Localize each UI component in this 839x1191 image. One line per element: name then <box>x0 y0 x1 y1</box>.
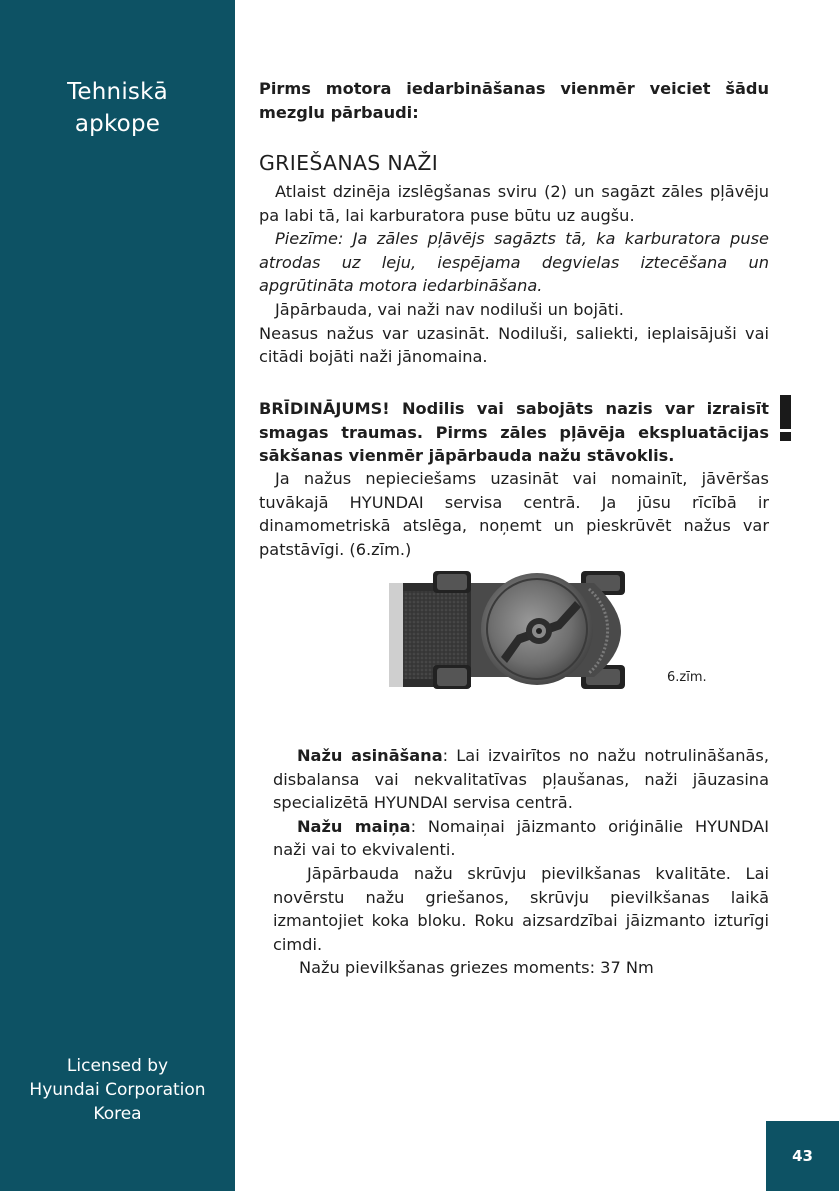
blades-text-block <box>259 180 769 369</box>
replacement-paragraph <box>273 815 769 862</box>
warning-exclamation-icon <box>779 395 792 441</box>
section-title <box>0 76 235 140</box>
intro-paragraph: Pirms motora iedarbināšanas vienmēr veiciet šādu mezglu pārbaudi: <box>259 79 769 122</box>
torque-paragraph: Nažu pievilkšanas griezes moments: 37 Nm <box>299 958 654 978</box>
lower-text-block <box>273 744 769 980</box>
paragraph-service: Ja nažus nepieciešams uzasināt vai nomainīt, jāvēršas tuvākajā HYUNDAI servisa centrā. Ja jūsu rīcībā ir dinamometriskā atslēga, noņemt un pieskrūvēt nažus var patstāvīgi. (6.zīm.) <box>259 469 769 559</box>
replacement-text: : Nomaiņai jāizmanto oriģinālie HYUNDAI naži vai to ekvivalenti. <box>273 816 770 860</box>
sidebar <box>0 0 235 1191</box>
sharpening-label: Nažu asināšana <box>297 746 443 765</box>
paragraph-tilt: Atlaist dzinēja izslēgšanas sviru (2) un sagāzt zāles pļāvēju pa labi tā, lai karburatora puse būtu uz augšu. <box>259 182 769 225</box>
paragraph-check: Jāpārbauda, vai naži nav nodiluši un bojāti. <box>275 299 624 319</box>
paragraph-dull: Neasus nažus var uzasināt. Nodiluši, saliekti, ieplaisājuši vai citādi bojāti naži jānomaina. <box>259 323 769 367</box>
license-line-3: Korea <box>93 1104 142 1124</box>
note-paragraph: Piezīme: Ja zāles pļāvējs sagāzts tā, ka karburatora puse atrodas uz leju, iespējama degvielas iztecēšana un apgrūtināta motora iedarbināšana. <box>259 229 769 296</box>
mower-underside-photo <box>389 569 634 691</box>
license-line-2: Hyundai Corporation <box>29 1080 206 1100</box>
bolt-check-paragraph: Jāpārbauda nažu skrūvju pievilkšanas kvalitāte. Lai novērstu nažu griešanos, skrūvju pievilkšanas laikā izmantojiet koka bloku. Roku aizsardzībai jāizmanto izturīgi cimdi. <box>273 863 769 954</box>
section-heading: GRIEŠANAS NAŽI <box>259 151 439 175</box>
figure-caption: 6.zīm. <box>667 670 707 685</box>
warning-paragraph: BRĪDINĀJUMS! Nodilis vai sabojāts nazis var izraisīt smagas traumas. Pirms zāles pļāvēja ekspluatācijas sākšanas vienmēr jāpārbauda nažu stāvoklis. <box>259 399 769 466</box>
license-notice <box>0 1054 235 1126</box>
sharpening-paragraph <box>273 744 769 815</box>
license-line-1: Licensed by <box>66 1056 169 1076</box>
sharpening-text: : Lai izvairītos no nažu notrulināšanās, disbalansa vai nekvalitatīvas pļaušanas, naži jāuzasina specializētā HYUNDAI servisa centrā. <box>273 746 769 813</box>
section-title-line-2: apkope <box>74 111 161 137</box>
section-title-line-1: Tehniskā <box>67 79 168 105</box>
page-number: 43 <box>766 1121 839 1191</box>
replacement-label: Nažu maiņa <box>297 816 411 836</box>
